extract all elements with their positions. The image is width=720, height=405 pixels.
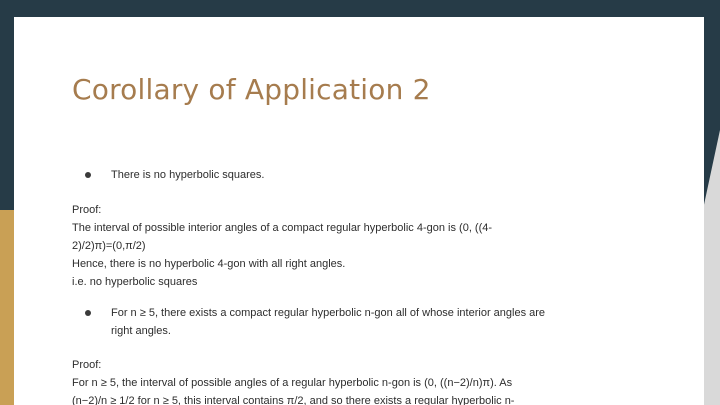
proof2-line: Proof: — [72, 359, 102, 371]
proof-paragraph-2 — [72, 356, 632, 405]
proof1-line: Hence, there is no hyperbolic 4-gon with all right angles. — [72, 258, 346, 270]
proof1-line: Proof: — [72, 204, 102, 216]
bullet2-line: For n ≥ 5, there exists a compact regular hyperbolic n-gon all of whose interior angles are — [111, 307, 546, 319]
slide-title: Corollary of Application 2 — [72, 73, 431, 106]
proof1-line: The interval of possible interior angles of a compact regular hyperbolic 4-gon is (0, ((4- — [72, 222, 493, 234]
bullet-text-1: There is no hyperbolic squares. — [111, 169, 265, 181]
bullet-dot-icon — [85, 310, 91, 316]
slide-card — [14, 17, 704, 405]
bullet-text-2 — [111, 304, 545, 340]
bullet-item-1 — [85, 166, 605, 184]
bullet2-line: right angles. — [111, 325, 171, 337]
proof1-line: i.e. no hyperbolic squares — [72, 276, 198, 288]
proof1-line: 2)/2)π)=(0,π/2) — [72, 240, 146, 252]
proof2-line: (n−2)/n ≥ 1/2 for n ≥ 5, this interval contains π/2, and so there exists a regular hyperbolic n- — [72, 395, 515, 405]
bullet-item-2 — [85, 304, 585, 340]
bullet-dot-icon — [85, 172, 91, 178]
proof-paragraph-1 — [72, 201, 632, 291]
proof2-line: For n ≥ 5, the interval of possible angles of a regular hyperbolic n-gon is (0, ((n−2)/n)π). As — [72, 377, 513, 389]
